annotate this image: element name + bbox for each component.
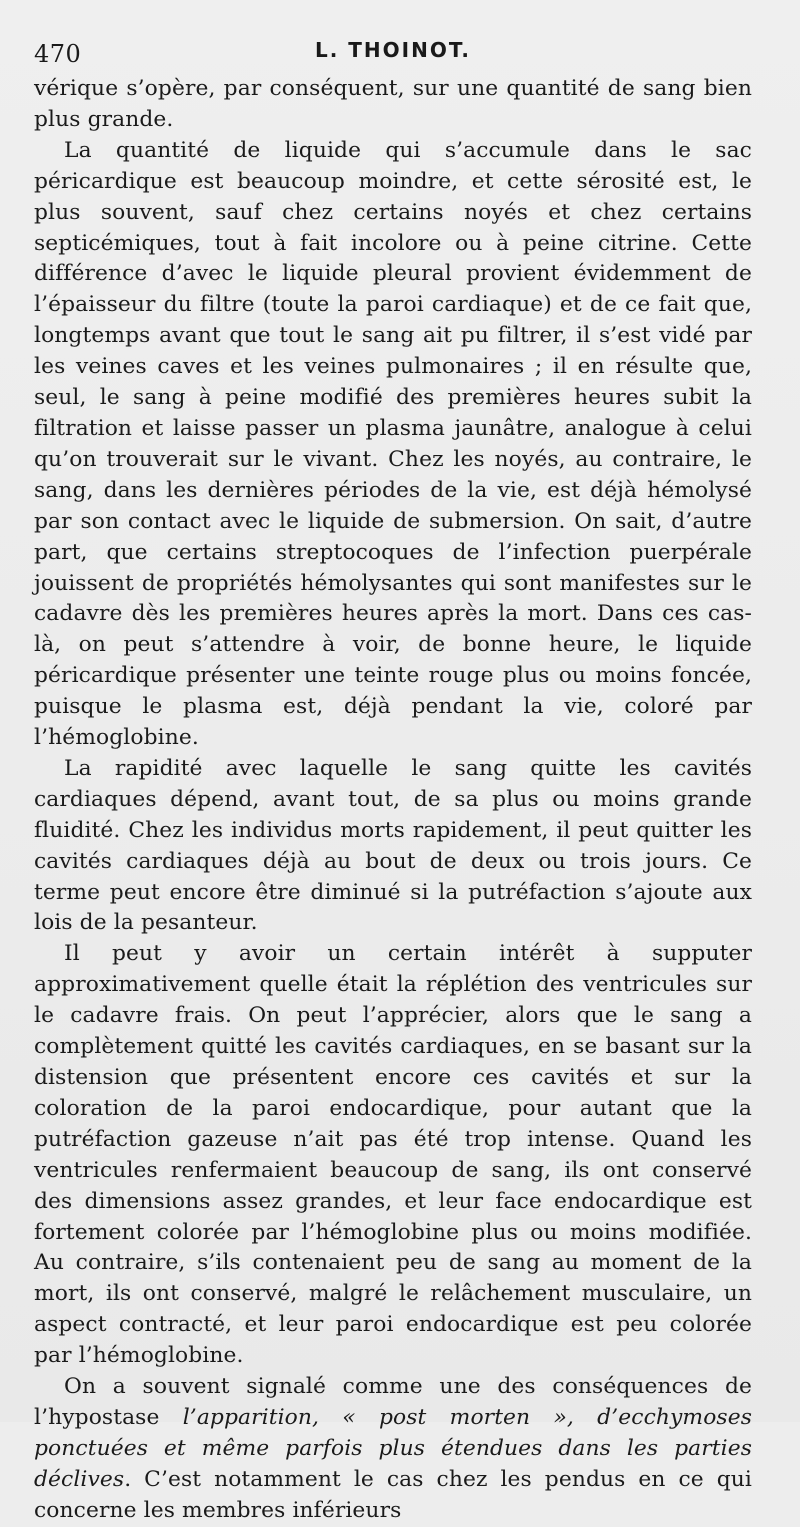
paragraph-4: Il peut y avoir un certain intérêt à supputer approximativement quelle était la réplétion des ventricules sur le cadavre frais. On peut l’apprécier, alors que le sang a complètement quitté les cavités cardiaques, en se basant sur la distension que présentent encore ces cavités et sur la coloration de la paroi endocardique, pour autant que la putréfaction gazeuse n’ait pas été trop intense. Quand les ventricules renfermaient beaucoup de sang, ils ont conservé des dimensions assez grandes, et leur face endocardique est fortement colorée par l’hémoglobine plus ou moins modifiée. Au contraire, s’ils contenaient peu de sang au moment de la mort, ils ont conservé, malgré le relâchement musculaire, un aspect contracté, et leur paroi endocardique est peu colorée par l’hémoglobine. (34, 941, 752, 1369)
paragraph-5-text-start: On a souvent signalé comme une des conséquences de l’hypostase (34, 1374, 752, 1430)
paragraph-3: La rapidité avec laquelle le sang quitte les cavités cardiaques dépend, avant tout, de sa plus ou moins grande fluidité. Chez les individus morts rapidement, il peut quitter les cavités cardiaques déjà au bout de deux ou trois jours. Ce terme peut encore être diminué si la putréfaction s’ajoute aux lois de la pesanteur. (34, 755, 752, 936)
running-title: L. THOINOT. (314, 38, 472, 62)
paragraph-5 (34, 1372, 752, 1527)
body-text (34, 74, 752, 1527)
page-number: 470 (34, 40, 82, 68)
running-head (34, 30, 752, 74)
paragraph-1: vérique s’opère, par conséquent, sur une quantité de sang bien plus grande. (34, 76, 752, 132)
paragraph-5-text-end: . C’est notamment le cas chez les pendus en ce qui concerne les membres inférieurs (34, 1466, 752, 1523)
paragraph-5-italic-phrase: l’apparition, « post morten », d’ecchymoses ponctuées et même parfois plus étendues dans les parties déclives (34, 1404, 752, 1492)
paragraph-2: La quantité de liquide qui s’accumule dans le sac péricardique est beaucoup moindre, et cette sérosité est, le plus souvent, sauf chez certains noyés et chez certains septicémiques, tout à fait incolore ou à peine citrine. Cette différence d’avec le liquide pleural provient évidemment de l’épaisseur du filtre (toute la paroi cardiaque) et de ce fait que, longtemps avant que tout le sang ait pu filtrer, il s’est vidé par les veines caves et les veines pulmonaires ; il en résulte que, seul, le sang à peine modifié des premières heures subit la filtration et laisse passer un plasma jaunâtre, analogue à celui qu’on trouverait sur le vivant. Chez les noyés, au contraire, le sang, dans les dernières périodes de la vie, est déjà hémolysé par son contact avec le liquide de submersion. On sait, d’autre part, que certains streptocoques de l’infection puerpérale jouissent de propriétés hémolysantes qui sont manifestes sur le cadavre dès les premières heures après la mort. Dans ces cas-là, on peut s’attendre à voir, de bonne heure, le liquide péricardique présenter une teinte rouge plus ou moins foncée, puisque le plasma est, déjà pendant la vie, coloré par l’hémoglobine. (34, 137, 752, 751)
